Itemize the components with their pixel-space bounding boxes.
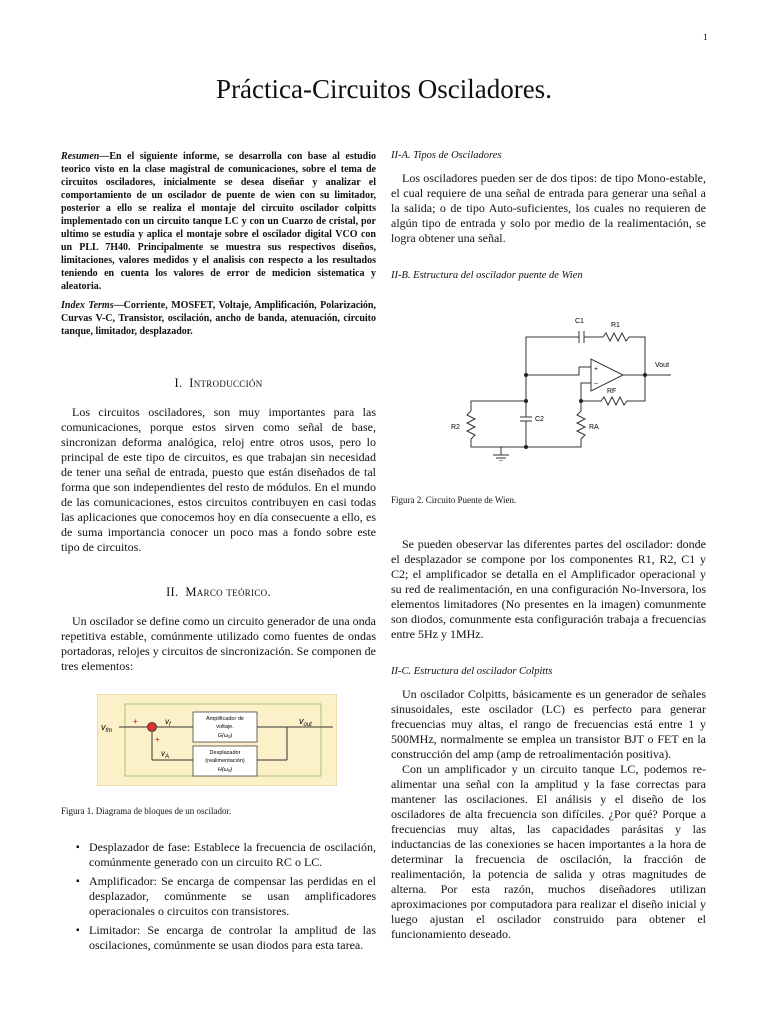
junction-dot: [524, 373, 528, 377]
components-list: [61, 840, 376, 953]
label-r1: R1: [611, 322, 620, 329]
label-ra: RA: [589, 424, 599, 431]
fb-line-3: H(ω₀): [217, 767, 233, 773]
abstract: [61, 150, 376, 293]
label-c2: C2: [535, 416, 544, 423]
fb-line-1: Desplazador: [209, 750, 241, 756]
abstract-label: Resumen: [61, 151, 100, 162]
junction-dot: [524, 445, 528, 449]
page-number: 1: [703, 32, 708, 42]
v-f-label: $v_f$: [165, 717, 171, 728]
v-in-label: $v_{fm}$: [101, 722, 113, 734]
section-2-title: Marco teórico.: [185, 585, 271, 599]
figure-2-caption: Figura 2. Circuito Puente de Wien.: [391, 495, 517, 505]
subsection-a-paragraph: Los osciladores pueden ser de dos tipos: de tipo Mono-estable, el cual requiere de una señal de entrada para generar una señal a la salida; o de tipo Auto-suficientes, los cuales no requieren de algún tipo de entrada y solo por medio de la realimentación, se logra obtener una señal.: [391, 171, 706, 245]
label-vout: Vout: [655, 362, 670, 369]
section-1-paragraph: Los circuitos osciladores, son muy importantes para las comunicaciones, porque estos sirven como señal de base, sincronizan deforma analógica, reloj entre otros usos, pero lo principal de este tipo de circuitos, es que trabajan sin necesidad de tener una señal de entrada, puesto que están diseñados de tal forma que son independientes del resto de módulos. En el mundo de las comunicaciones, estos circuitos contribuyen en casi todas las aplicaciones que conocemos hoy en día consecuente a ello, es de suma importancia conocer un poco mas a fondo sobre este tipo de circuitos.: [61, 405, 376, 554]
label-r2: R2: [451, 424, 460, 431]
oscillator-block-diagram: [97, 694, 337, 786]
label-minus: −: [594, 381, 599, 388]
amp-line-2: voltaje.: [216, 724, 234, 730]
summing-junction-icon: [148, 723, 157, 732]
list-item: ▪ Desplazador de fase: Establece la frecuencia de oscilación, comúnmente generado con un circuito RC o LC.: [89, 840, 376, 870]
amp-line-1: Amplificador de: [206, 716, 244, 722]
amp-line-3: G(ω₀): [217, 733, 233, 739]
sum-plus-2: +: [155, 735, 160, 744]
junction-dot: [524, 399, 528, 403]
subsection-b-paragraph: Se pueden obeservar las diferentes partes del oscilador: donde el desplazador se compone por los componentes R1, R2, C1 y C2; el amplificador se detalla en el Amplificador operacional y su red de realimentación, en una configuración No-Inversora, los elementos limitadores (No presentes en la imagen) comunmente son diodos, comunmente esta configuración trabaja a frecuencias entre 5Hz y 1MHz.: [391, 537, 706, 641]
subsection-b-title: II-B. Estructura del oscilador puente de Wien: [391, 270, 583, 281]
right-column: [391, 150, 706, 942]
wien-bridge-circuit: [431, 291, 691, 461]
junction-dot: [643, 373, 647, 377]
index-terms-label: Index Terms: [61, 300, 114, 311]
section-2-paragraph: Un oscilador se define como un circuito generador de una onda repetitiva estable, comúnmente utilizado como fuentes de ondas portadoras, relojes y circuitos de sincronización. Se componen de tres elementos:: [61, 614, 376, 673]
index-terms: [61, 299, 376, 338]
label-rf: RF: [607, 388, 617, 395]
subsection-c-paragraph-2: Con un amplificador y un circuito tanque LC, podemos re-alimentar una señal con la amplitud y la fase correctas para mantener las oscilaciones. El análisis y el diseño de los osciladores de alta frecuencia son difíciles. ¿Por qué? Porque a frecuencias muy altas, las capacidades parásitas y las inductancias de las conexiones se hacen importantes a la hora de determinar la frecuencia de oscilación, la fracción de realimentación, la potencia de salida y otras magnitudes de alterna. Por esta razón, muchos diseñadores utilizan aproximaciones por computadora para realizar el diseño inicial y luego ajustan el oscilador construido para obtener el funcionamiento deseado.: [391, 762, 706, 941]
index-terms-text: —Corriente, MOSFET, Voltaje, Amplificación, Polarización, Curvas V-C, Transistor, oscilación, ancho de banda, atenuación, circuito tanque, limitador, desplazador.: [61, 300, 376, 337]
figure-1-caption: Figura 1. Diagrama de bloques de un oscilador.: [61, 806, 232, 816]
label-plus: +: [594, 366, 599, 373]
subsection-c-title: II-C. Estructura del oscilador Colpitts: [391, 666, 553, 677]
junction-dot: [579, 399, 583, 403]
subsection-a-title: II-A. Tipos de Osciladores: [391, 150, 502, 161]
label-c1: C1: [575, 318, 584, 325]
v-out-label: $v_{out}$: [299, 716, 312, 728]
section-2-number: II.: [166, 585, 179, 599]
paper-title: Práctica-Circuitos Osciladores.: [216, 74, 552, 104]
section-2-heading: [61, 585, 376, 600]
section-1-number: I.: [174, 376, 183, 390]
section-1-heading: [61, 376, 376, 391]
sum-plus-1: +: [133, 717, 138, 726]
abstract-text: —En el siguiente informe, se desarrolla con base al estudio teorico visto en la clase magistral de comunicaciones, sobre el tema de circuitos osciladores, inicialmente se desea diseñar y analizar el comportamiento de un oscilador de puente de wien con su limitador, posterior a ello se realiza el montaje del circuito oscilador colpitts implementado con un circuito tanque LC y con un Cuarzo de cristal, por ultimo se estudia y aplica el montaje sobre el oscilador digital VCO con un PLL 7H40. Principalmente se muestra sus respectivos diseños, limitaciones, valores medidos y el analisis con respecto a los resultados teniendo en cuenta los valores de error de medicion sistematica y aleatoria.: [61, 151, 376, 292]
section-1-title: Introducción: [189, 376, 263, 390]
subsection-c-paragraph-1: Un oscilador Colpitts, básicamente es un generador de señales sinusoidales, este oscilador (LC) es perfecto para generar frecuencias muy altas, el rango de frecuencias está entre 1 y 500MHz, normalmente se emplea un transistor BJT o FET en la construcción del amp (amp de retroalimentación positiva).: [391, 687, 706, 761]
fb-line-2: (realimentación): [205, 758, 245, 764]
list-item: ▪ Amplificador: Se encarga de compensar las perdidas en el desplazador, comúnmente se usan amplificadores operacionales o circuitos con transistores.: [89, 874, 376, 919]
list-item: ▪ Limitador: Se encarga de controlar la amplitud de las oscilaciones, comúnmente se usan diodos para esta tarea.: [89, 923, 376, 953]
left-column: [61, 150, 376, 957]
v-a-label: $v_A$: [161, 749, 170, 760]
